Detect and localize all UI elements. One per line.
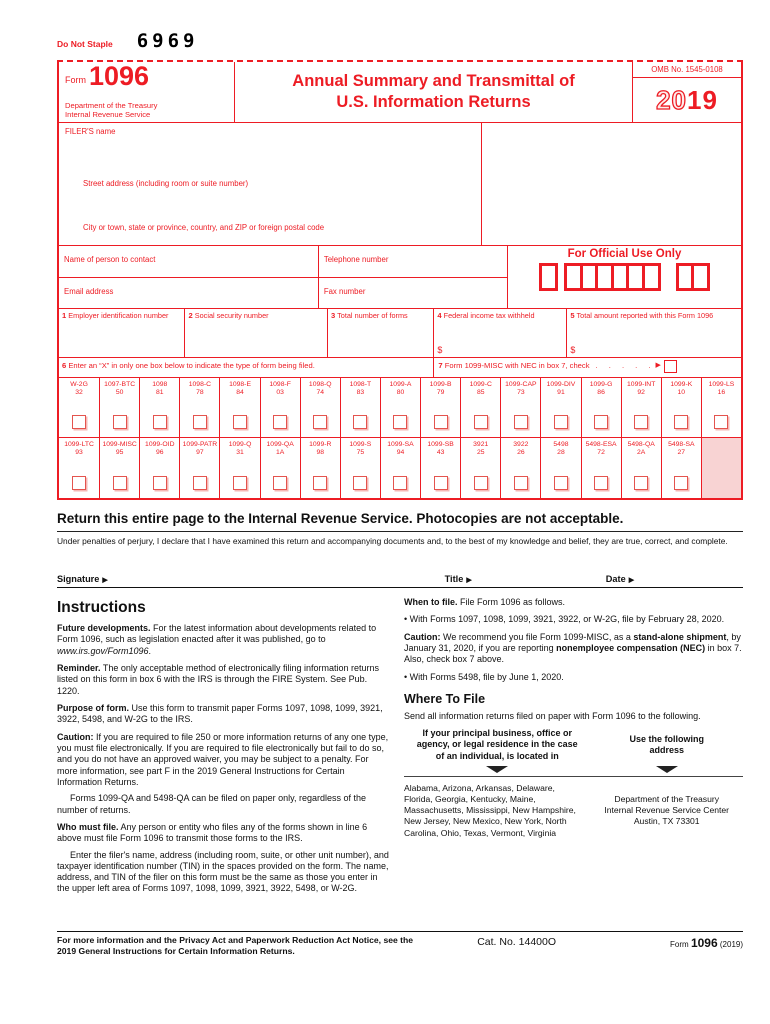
future-developments-paragraph: Future developments. For the latest information about developments related to Form 1096, such as legislation enacted after it was published, go to www.irs.gov/Form1096. <box>57 622 377 656</box>
form-type-label: 5498-ESA <box>585 441 617 448</box>
form-type-cell <box>380 378 420 437</box>
form-type-cell <box>500 438 540 498</box>
purpose-paragraph: Purpose of form. Use this form to transmit paper Forms 1097, 1098, 1099, 3921, 3922, 5498, and W-2G to the IRS. <box>57 702 383 725</box>
form-type-cell <box>460 378 500 437</box>
form-title <box>235 62 633 122</box>
address-line3: Austin, TX 73301 <box>633 816 700 827</box>
form-type-checkbox[interactable] <box>714 415 728 429</box>
form-type-checkbox[interactable] <box>674 476 688 490</box>
form-type-checkbox[interactable] <box>474 415 488 429</box>
form-type-label: 1099-INT <box>627 381 656 388</box>
box6-instruction: 6 Enter an “X” in only one box below to indicate the type of form being filed. <box>62 361 315 370</box>
box2-label: 2 Social security number <box>188 311 269 320</box>
form-type-checkbox[interactable] <box>434 476 448 490</box>
address-line2: Internal Revenue Service Center <box>604 805 730 816</box>
form-type-code: 10 <box>677 389 686 397</box>
form-type-label: 1099-DIV <box>546 381 576 388</box>
filer-entry-paragraph: Enter the filer's name, address (including room, suite, or other unit number), and taxpayer identification number (TIN) in the spaces provided on the form. The name, address, and TIN of the filer on this form must be the same as those you enter in the upper left area of Forms 1097, 1098, 1099, 3921, 3922, 5498, or W-2G. <box>57 849 389 894</box>
form-type-cell <box>340 438 380 498</box>
box3-total-forms-field[interactable] <box>327 309 433 357</box>
form-type-label: 1099-R <box>309 441 332 448</box>
form-type-label: 3922 <box>513 441 529 448</box>
catalog-number: Cat. No. 14400O <box>477 935 556 948</box>
official-use-box-group <box>676 263 711 291</box>
signature-row <box>57 574 743 588</box>
form-type-checkbox[interactable] <box>554 476 568 490</box>
contact-fields <box>59 246 507 308</box>
box6-box7-row <box>59 357 741 377</box>
form-type-cell <box>460 438 500 498</box>
form-type-label: 1098-E <box>229 381 251 388</box>
form-type-code: 43 <box>436 449 445 457</box>
where-to-file-intro: Send all information returns filed on paper with Form 1096 to the following. <box>404 710 701 721</box>
official-use-box <box>691 263 710 291</box>
form-type-cell <box>219 378 259 437</box>
official-use-boxes <box>508 263 741 291</box>
official-use-box <box>539 263 558 291</box>
filer-block-spacer <box>482 123 741 245</box>
form-type-label: 1098-Q <box>308 381 332 388</box>
form-type-cell <box>581 378 621 437</box>
right-arrow-icon: ▶ <box>628 576 635 584</box>
form-type-cell <box>661 438 701 498</box>
form-type-label: 1099-C <box>469 381 492 388</box>
form-type-checkbox[interactable] <box>153 415 167 429</box>
form-type-cell <box>380 438 420 498</box>
city-state-zip-label: City or town, state or province, country, and ZIP or foreign postal code <box>83 223 325 232</box>
form-type-label: 1099-OID <box>145 441 175 448</box>
form-type-label: 1098-C <box>188 381 212 388</box>
form-type-cell <box>420 438 460 498</box>
form-type-cell <box>260 378 300 437</box>
box4-label: 4 Federal income tax withheld <box>437 311 535 320</box>
form-type-code: 84 <box>236 389 244 397</box>
form-type-cell <box>540 438 580 498</box>
contact-name-label: Name of person to contact <box>64 255 156 264</box>
form-type-label: 1099-MISC <box>102 441 137 448</box>
right-arrow-icon: ▶ <box>655 362 661 369</box>
box7-nec-checkbox[interactable] <box>664 360 677 373</box>
form-type-code: 98 <box>316 449 325 457</box>
official-use-panel <box>507 246 741 308</box>
form-type-code: 27 <box>677 449 686 457</box>
form-type-label: 1099-LTC <box>64 441 94 448</box>
form-type-label: 5498-QA <box>627 441 655 448</box>
form-type-checkbox[interactable] <box>233 415 247 429</box>
form-type-cell <box>99 378 139 437</box>
top-strip <box>57 26 743 52</box>
form-type-cell <box>621 438 661 498</box>
form-type-cell <box>581 438 621 498</box>
box1-ein-field[interactable] <box>59 309 184 357</box>
form-type-cell <box>300 378 340 437</box>
perjury-statement: Under penalties of perjury, I declare that I have examined this return and accompanying documents and, to the best of my knowledge and belief, they are true, correct, and complete. <box>57 536 728 546</box>
form-type-label: 1099-K <box>670 381 693 388</box>
box3-label: 3 Total number of forms <box>331 311 408 320</box>
form-type-checkbox[interactable] <box>353 476 367 490</box>
form-number: 1096 <box>89 61 150 91</box>
form-type-code: 26 <box>517 449 525 457</box>
down-arrow-icon <box>486 766 508 773</box>
form-type-cell <box>139 438 179 498</box>
footer-form-year: (2019) <box>719 939 743 949</box>
form-type-checkbox[interactable] <box>474 476 488 490</box>
form-type-cell <box>59 378 99 437</box>
form-type-checkbox[interactable] <box>193 415 207 429</box>
form-type-code: 79 <box>436 389 445 397</box>
form-type-checkbox[interactable] <box>313 415 327 429</box>
form-type-checkbox[interactable] <box>72 415 86 429</box>
do-not-staple-label: Do Not Staple <box>57 39 113 49</box>
dollar-sign: $ <box>570 345 576 355</box>
form-type-label: 1099-PATR <box>182 441 218 448</box>
where-states-list: Alabama, Arizona, Arkansas, Delaware, Florida, Georgia, Kentucky, Maine, Massachusetts, Mississippi, New Hampshire, New Jersey, New Mexico, New York, North Carolina, Ohio, Texas, Vermont, Virginia <box>404 782 576 838</box>
form-type-code: 1A <box>275 449 285 457</box>
divider <box>57 531 743 532</box>
email-field[interactable] <box>59 277 319 308</box>
form-type-label: W-2G <box>70 381 88 388</box>
form-type-cell <box>300 438 340 498</box>
instructions-heading: Instructions <box>57 598 146 616</box>
form-type-code: 93 <box>75 449 83 457</box>
form-type-code: 16 <box>717 389 726 397</box>
form-type-cell <box>540 378 580 437</box>
form-type-code: 50 <box>115 389 124 397</box>
dollar-sign: $ <box>437 345 443 355</box>
bullet-june-deadline: • With Forms 5498, file by June 1, 2020. <box>404 671 564 682</box>
form-type-label: 1099-LS <box>708 381 735 388</box>
form-type-checkbox[interactable] <box>594 415 608 429</box>
right-arrow-icon: ▶ <box>466 576 472 584</box>
form-type-label: 1099-G <box>589 381 613 388</box>
street-address-label: Street address (including room or suite number) <box>83 179 249 188</box>
signature-line[interactable]: Signature ▶ <box>57 573 108 584</box>
official-use-box-group <box>564 263 661 291</box>
form-type-checkbox[interactable] <box>634 476 648 490</box>
form-type-cell <box>99 438 139 498</box>
where-to-file-heading: Where To File <box>404 691 486 706</box>
contact-block <box>59 245 741 308</box>
form-type-checkbox[interactable] <box>313 476 327 490</box>
official-use-box <box>642 263 661 291</box>
form-type-code: 81 <box>156 389 164 397</box>
box4-tax-withheld-field[interactable] <box>433 309 566 357</box>
form-grid-row1 <box>59 377 741 437</box>
omb-year-cell <box>633 62 741 122</box>
footer-form-number: 1096 <box>690 935 718 950</box>
form-type-cell <box>500 378 540 437</box>
form-type-checkbox[interactable] <box>72 476 86 490</box>
when-to-file-paragraph: When to file. File Form 1096 as follows. <box>404 596 566 607</box>
form-type-checkbox[interactable] <box>634 415 648 429</box>
form-type-code: 80 <box>396 389 405 397</box>
form-type-checkbox[interactable] <box>594 476 608 490</box>
title-line[interactable]: Title ▶ <box>444 573 472 584</box>
where-address <box>590 794 743 828</box>
form-type-checkbox[interactable] <box>273 415 287 429</box>
tax-year <box>633 78 741 122</box>
form-type-code: 32 <box>75 389 83 397</box>
omb-number: OMB No. 1545-0108 <box>633 62 741 78</box>
caution-nec-paragraph: Caution: We recommend you file Form 1099-MISC, as a stand-alone shipment, by January 31, 2020, if you are reporting nonemployee compensation (NEC) in box 7. Also, check box 7 above. <box>404 631 742 665</box>
form-type-label: 1099-S <box>349 441 372 448</box>
form-footer-id <box>599 935 743 950</box>
form-type-code: 31 <box>236 449 244 457</box>
telephone-field[interactable] <box>319 246 507 277</box>
form-type-label: 1098-T <box>349 381 372 388</box>
form-type-checkbox[interactable] <box>393 476 407 490</box>
form-type-code: 25 <box>476 449 485 457</box>
form-type-label: 3921 <box>473 441 489 448</box>
official-use-title: For Official Use Only <box>567 248 682 260</box>
tax-year-prefix: 20 <box>656 84 687 115</box>
header-arrows <box>404 766 743 773</box>
form-type-code: 03 <box>276 389 284 397</box>
agency-name <box>65 101 230 119</box>
form-type-label: 1099-SA <box>387 441 414 448</box>
official-use-box-group <box>539 263 558 291</box>
form-type-code: 75 <box>356 449 365 457</box>
box5-label: 5 Total amount reported with this Form 1096 <box>570 311 714 320</box>
form-type-checkbox[interactable] <box>193 476 207 490</box>
form-type-cell <box>701 378 741 437</box>
form-word-label: Form <box>65 74 86 85</box>
form-type-label: 1099-Q <box>228 441 252 448</box>
email-label: Email address <box>64 287 114 296</box>
form-type-code: 78 <box>196 389 204 397</box>
filer-block <box>59 122 741 245</box>
form-type-label: 1099-CAP <box>505 381 537 388</box>
form-type-code: 95 <box>115 449 124 457</box>
form-type-checkbox[interactable] <box>514 476 528 490</box>
box7-nec-row <box>433 358 741 377</box>
form-type-cell <box>340 378 380 437</box>
box7-label: 7 Form 1099-MISC with NEC in box 7, check <box>438 361 590 370</box>
form-type-cell <box>420 378 460 437</box>
form-grid-row2 <box>59 437 741 498</box>
form-type-cell <box>179 378 219 437</box>
form-type-checkbox[interactable] <box>233 476 247 490</box>
dot-leaders: . . . . . <box>595 361 652 370</box>
form-id-cell <box>59 62 235 122</box>
form-type-label: 1099-QA <box>266 441 294 448</box>
filer-name-label: FILER'S name <box>65 127 116 136</box>
form-type-cell <box>260 438 300 498</box>
contact-name-field[interactable] <box>59 246 319 277</box>
where-col1-header: If your principal business, office or agency, or legal residence in the case of an individual, is located in <box>416 728 578 761</box>
form-main-box <box>57 60 743 500</box>
form-type-cell <box>219 438 259 498</box>
fax-field[interactable] <box>319 277 507 308</box>
form-type-checkbox[interactable] <box>153 476 167 490</box>
form-type-code: 92 <box>637 389 645 397</box>
box1-label: 1 Employer identification number <box>62 311 169 320</box>
form-type-label: 5498-SA <box>668 441 695 448</box>
form-type-code: 2A <box>637 449 646 457</box>
form-type-code: 85 <box>476 389 485 397</box>
form-type-label: 1099-A <box>389 381 412 388</box>
privacy-act-notice: For more information and the Privacy Act and Paperwork Reduction Act Notice, see the 2019 General Instructions for Certain Information Returns. <box>57 934 414 956</box>
form-type-label: 1099-SB <box>427 441 454 448</box>
down-arrow-icon <box>656 766 678 773</box>
form-type-checkbox[interactable] <box>113 476 127 490</box>
instructions-left-column <box>57 597 391 901</box>
form-type-code: 83 <box>356 389 365 397</box>
form-type-code: 94 <box>396 449 405 457</box>
where-col2-header: Use the following address <box>629 733 704 756</box>
form-type-cell <box>179 438 219 498</box>
form-type-code: 74 <box>316 389 325 397</box>
footer-form-word: Form <box>670 939 689 949</box>
agency-line2: Internal Revenue Service <box>65 109 151 119</box>
tax-year-suffix: 19 <box>687 84 718 115</box>
form-type-label: 5498 <box>553 441 569 448</box>
telephone-label: Telephone number <box>323 255 389 264</box>
form-type-checkbox[interactable] <box>113 415 127 429</box>
form-title-line1: Annual Summary and Transmittal of <box>292 71 575 90</box>
form-type-cell <box>701 438 741 498</box>
right-arrow-icon: ▶ <box>102 576 108 584</box>
form-type-code: 72 <box>597 449 605 457</box>
bullet-feb-deadline: • With Forms 1097, 1098, 1099, 3921, 3922, or W-2G, file by February 28, 2020. <box>404 614 725 625</box>
form-type-checkbox[interactable] <box>554 415 568 429</box>
filer-fields[interactable] <box>59 123 482 245</box>
form-type-checkbox[interactable] <box>514 415 528 429</box>
who-must-file-paragraph: Who must file. Any person or entity who files any of the forms shown in line 6 above must file Form 1096 to transmit those forms to the IRS. <box>57 821 368 844</box>
form-type-code: 73 <box>517 389 525 397</box>
footer-divider <box>57 931 743 932</box>
form-type-code: 28 <box>557 449 565 457</box>
form-type-cell <box>139 378 179 437</box>
box2-ssn-field[interactable] <box>184 309 327 357</box>
form-type-checkbox[interactable] <box>674 415 688 429</box>
form-type-checkbox[interactable] <box>434 415 448 429</box>
form-type-label: 1098 <box>152 381 168 388</box>
instructions-right-column <box>404 597 743 901</box>
form-type-cell <box>59 438 99 498</box>
form-type-checkbox[interactable] <box>353 415 367 429</box>
form-type-checkbox[interactable] <box>393 415 407 429</box>
footer <box>57 935 743 957</box>
reminder-paragraph: Reminder. The only acceptable method of electronically filing information returns listed on this form in box 6 with the IRS is through the FIRE System. See Pub. 1220. <box>57 662 379 696</box>
form-type-code: 96 <box>156 449 164 457</box>
summary-boxes-row <box>59 308 741 357</box>
box5-total-amount-field[interactable] <box>566 309 741 357</box>
instructions-section <box>57 597 743 901</box>
form-type-cell <box>661 378 701 437</box>
form-title-line2: U.S. Information Returns <box>336 93 531 111</box>
fax-label: Fax number <box>323 287 366 296</box>
form-type-label: 1099-B <box>429 381 452 388</box>
form-type-checkbox[interactable] <box>273 476 287 490</box>
form-type-code: 91 <box>557 389 565 397</box>
caution-paragraph: Caution: If you are required to file 250 or more information returns of any one type, you must file electronically. If you are required to file electronically but fail to do so, and you do not have an approved waiver, you may be subject to a penalty. For more information, see part F in the 2019 General Instructions for Certain Information Returns. <box>57 731 389 787</box>
date-line[interactable]: Date ▶ <box>605 573 635 584</box>
form-control-number: 6969 <box>136 30 199 52</box>
where-to-file-table <box>404 728 743 839</box>
return-notice: Return this entire page to the Internal Revenue Service. Photocopies are not acceptable. <box>57 511 624 526</box>
form-header <box>59 62 741 122</box>
form-type-label: 1098-F <box>269 381 291 388</box>
address-line1: Department of the Treasury <box>614 794 720 805</box>
form-type-label: 1097-BTC <box>104 381 136 388</box>
agency-line1: Department of the Treasury <box>65 100 158 110</box>
qa-paper-paragraph: Forms 1099-QA and 5498-QA can be filed on paper only, regardless of the number of returns. <box>57 793 367 815</box>
form-type-code: 86 <box>597 389 605 397</box>
form-type-cell <box>621 378 661 437</box>
form-type-code: 97 <box>196 449 204 457</box>
